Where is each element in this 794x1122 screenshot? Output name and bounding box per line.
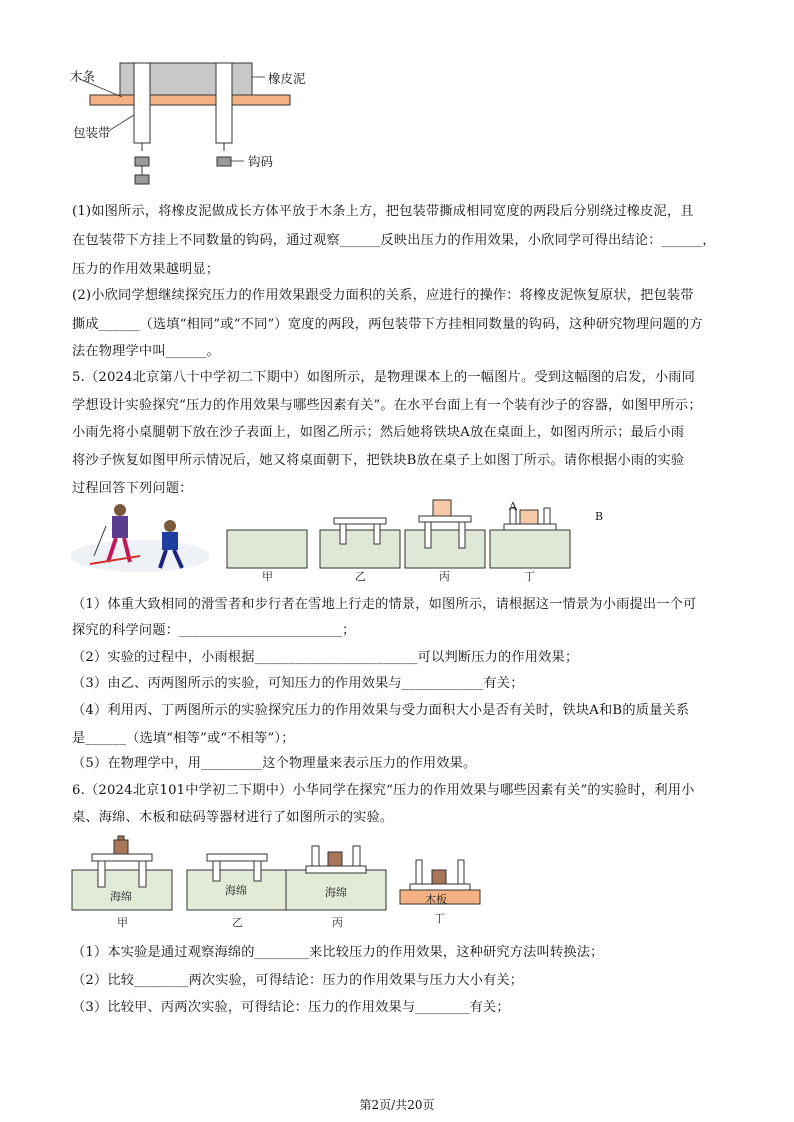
sand-container-jia xyxy=(227,530,307,568)
q6-s1: （1）本实验是通过观察海绵的________来比较压力的作用效果，这种研究方法叫转换法； xyxy=(72,945,604,960)
sponge-label-bing: 海绵 xyxy=(325,886,347,899)
sponge-label-yi: 海绵 xyxy=(225,884,247,897)
weight-left-1 xyxy=(135,157,149,166)
weight-ding xyxy=(432,870,446,884)
q5-line1: 5.（2024北京第八十中学初二下期中）如图所示，是物理课本上的一幅图片。受到这幅图的启发，小雨同 xyxy=(72,370,696,385)
q5-line5: 过程回答下列问题： xyxy=(72,481,193,496)
block-b-label: B xyxy=(595,510,604,523)
figure-sponge-experiment xyxy=(70,830,490,930)
q6-s2: （2）比较________两次实验，可得结论：压力的作用效果与压力大小有关； xyxy=(72,973,524,988)
sponge-label-jia: 海绵 xyxy=(110,890,132,903)
clay-block-left xyxy=(150,63,220,95)
q5-s1-line2: 探究的科学问题：________________________； xyxy=(72,623,356,638)
table-top-ding xyxy=(504,524,556,530)
page-footer: 第2页/共20页 xyxy=(359,1098,435,1112)
q5-s4-line1: （4）利用丙、丁两图所示的实验探究压力的作用效果与受力面积大小是否有关时，铁块A和B的质量关系 xyxy=(72,703,690,718)
q6-s3: （3）比较甲、丙两次实验，可得结论：压力的作用效果与________有关； xyxy=(72,1000,510,1015)
label-clay: 橡皮泥 xyxy=(268,71,306,86)
block-a-label: A xyxy=(509,500,517,513)
caption-jia: 甲 xyxy=(262,570,273,583)
sand-container-yi xyxy=(320,530,400,568)
q4-p1-line2: 在包装带下方挂上不同数量的钩码，通过观察______反映出压力的作用效果，小欣同学可得出结论：______， xyxy=(72,233,716,248)
q5-line2: 学想设计实验探究“压力的作用效果与哪些因素有关”。在水平台面上有一个装有沙子的容器，如图甲所示； xyxy=(72,398,702,413)
q5-s2: （2）实验的过程中，小雨根据________________________可以判断压力的作用效果； xyxy=(72,650,579,665)
caption-bing: 丙 xyxy=(439,570,450,583)
caption-ding: 丁 xyxy=(524,570,535,583)
caption-q6-jia: 甲 xyxy=(117,916,128,929)
q5-s5: （5）在物理学中，用_________这个物理量来表示压力的作用效果。 xyxy=(72,756,477,771)
q5-line4: 将沙子恢复如图甲所示情况后，她又将桌面朝下，把铁块B放在桌子上如图丁所示。请你根据小雨的实验 xyxy=(72,453,685,468)
q6-line1: 6.（2024北京101中学初二下期中）小华同学在探究“压力的作用效果与哪些因素有关”的实验时，利用小 xyxy=(72,783,695,798)
weight-left-2 xyxy=(135,175,149,184)
sand-container-bing xyxy=(405,530,485,568)
strap-right xyxy=(216,63,232,143)
sponge-diagram xyxy=(70,830,490,930)
label-strap: 包装带 xyxy=(73,125,111,140)
sand-container-ding xyxy=(490,530,570,568)
q6-line2: 桌、海绵、木板和砝码等器材进行了如图所示的实验。 xyxy=(72,810,394,825)
q4-p2-line3: 法在物理学中叫______。 xyxy=(72,344,220,359)
q4-p1-line3: 压力的作用效果越明显； xyxy=(72,262,220,277)
iron-block-b xyxy=(520,510,538,524)
iron-block-a xyxy=(433,500,451,516)
q4-p2-line2: 撕成______（选填“相同”或“不同”）宽度的两段，两包装带下方挂相同数量的钩码，这种研究物理问题的方 xyxy=(72,317,703,332)
caption-q6-yi: 乙 xyxy=(232,916,243,929)
q5-s1-line1: （1）体重大致相同的滑雪者和步行者在雪地上行走的情景，如图所示，请根据这一情景为小雨提出一个可 xyxy=(72,597,697,612)
caption-q6-bing: 丙 xyxy=(332,916,343,929)
figure-sand-experiment xyxy=(70,496,604,583)
label-wood: 木条 xyxy=(70,69,96,84)
clay-block-left-post xyxy=(120,63,134,95)
table-top-bing xyxy=(419,516,471,522)
weight-right-1 xyxy=(217,157,231,166)
caption-yi: 乙 xyxy=(355,570,366,583)
q5-s3: （3）由乙、丙两图所示的实验，可知压力的作用效果与____________有关； xyxy=(72,676,524,691)
label-weight: 钩码 xyxy=(248,154,274,169)
strap-left xyxy=(134,63,150,143)
board-label-ding: 木板 xyxy=(425,893,447,906)
q5-line3: 小雨先将小桌腿朝下放在沙子表面上，如图乙所示；然后她将铁块A放在桌面上，如图丙所示；最后小雨 xyxy=(72,425,685,440)
weight-bing xyxy=(328,852,342,866)
clay-block-right xyxy=(230,63,252,95)
q4-p2-line1: (2)小欣同学想继续探究压力的作用效果跟受力面积的关系，应进行的操作：将橡皮泥恢复原状，把包装带 xyxy=(72,288,694,303)
weight-jia xyxy=(114,840,128,854)
caption-q6-ding: 丁 xyxy=(434,912,445,925)
q4-p1-line1: (1)如图所示，将橡皮泥做成长方体平放于木条上方，把包装带撕成相同宽度的两段后分别绕过橡皮泥，且 xyxy=(72,204,694,219)
figure-clay-experiment xyxy=(70,55,340,195)
snow-scene-illustration xyxy=(70,504,210,572)
q5-s4-line2: 是______（选填“相等”或“不相等”）； xyxy=(72,731,295,746)
table-top-yi xyxy=(334,518,386,524)
